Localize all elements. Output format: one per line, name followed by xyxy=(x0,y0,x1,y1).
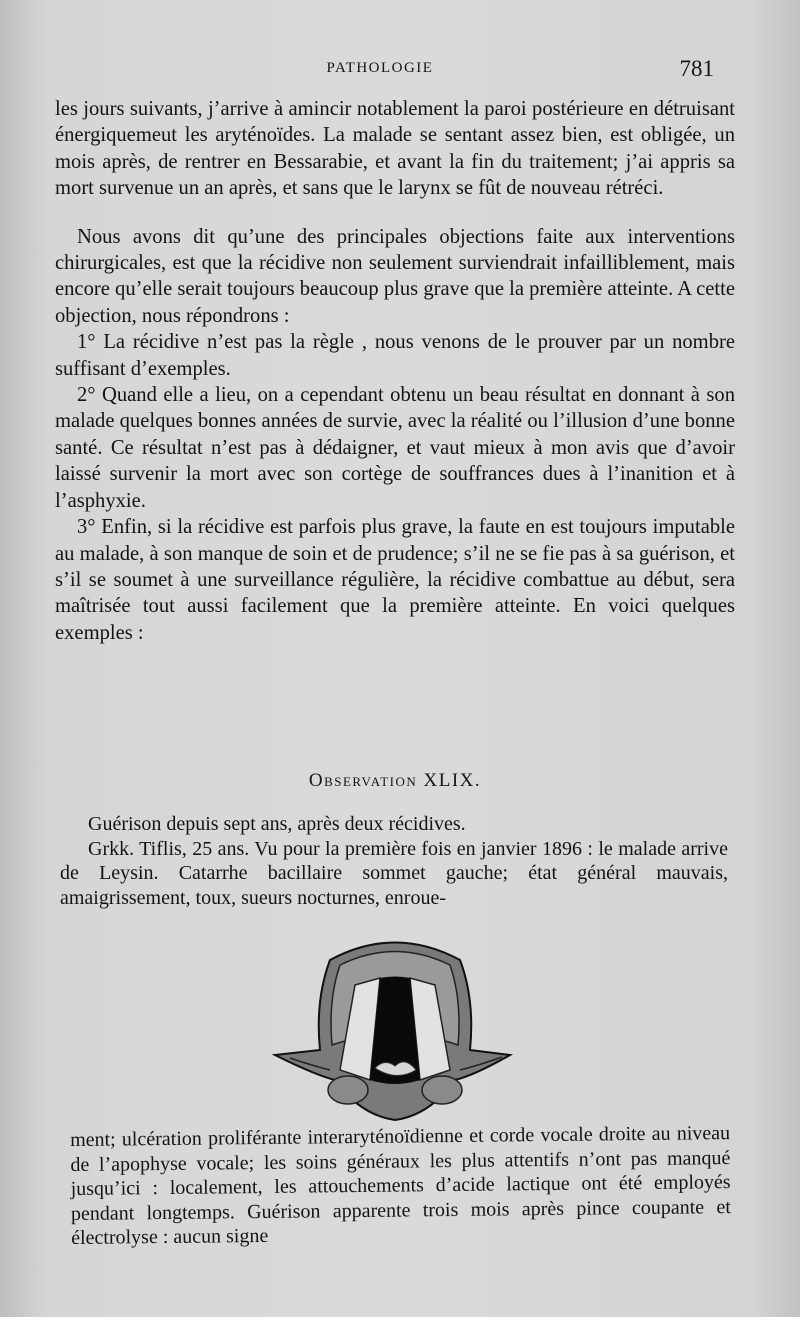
observation-heading: Observation XLIX. xyxy=(308,770,482,791)
observation-continuation xyxy=(70,1121,731,1251)
running-title: PATHOLOGIE xyxy=(326,60,434,76)
list-item-third: 3° Enfin, si la récidive est parfois plus grave, la faute en est toujours imputable au malade, à son manque de soin et de prudence; s’il ne se fie pas à sa guérison, et s’il se soumet à une surveillance régulière, la récidive combattue au début, sera maîtrisée tout aussi facilement que la première atteinte. En voici quelques exemples : xyxy=(55,516,735,644)
larynx-illustration xyxy=(270,930,520,1125)
list-item-first: 1° La récidive n’est pas la règle , nous venons de le prouver par un nombre suffisant d’exemples. xyxy=(55,331,735,380)
observation-summary: Guérison depuis sept ans, après deux récidives. xyxy=(88,813,466,835)
paragraph-continuation: les jours suivants, j’arrive à amincir notablement la paroi postérieure en détruisant énergiquemeut les aryténoïdes. La malade se sentant assez bien, est obligée, un mois après, de rentrer en Bessarabie, et avant la fin du traitement; j’ai appris sa mort survenue un an après, et sans que le larynx se fût de nouveau rétréci. xyxy=(55,98,735,200)
page-number: 781 xyxy=(679,56,714,81)
main-body-text xyxy=(55,96,735,646)
observation-text xyxy=(60,812,728,910)
running-head xyxy=(0,56,800,82)
observation-case-text: Grkk. Tiflis, 25 ans. Vu pour la première fois en janvier 1896 : le malade arrive de Leysin. Catarrhe bacillaire sommet gauche; état général mauvais, amaigrissement, toux, sueurs nocturnes, enroue- xyxy=(60,837,728,909)
larynx-figure xyxy=(270,930,520,1125)
observation-continuation-text: ment; ulcération proliférante interaryténoïdienne et corde vocale droite au niveau de l’apophyse vocale; les soins généraux les plus attentifs n’ont pas manqué jusqu’ici : localement, les attouchements d’acide lactique ont été employés pendant longtemps. Guérison apparente trois mois après pince coupante et électrolyse : aucun signe xyxy=(70,1122,731,1250)
paragraph-objections: Nous avons dit qu’une des principales objections faite aux interventions chirurgicales, est que la récidive non seulement surviendrait infailliblement, mais encore qu’elle serait toujours beaucoup plus grave que la première atteinte. A cette objection, nous répondrons : xyxy=(55,225,735,327)
list-item-second: 2° Quand elle a lieu, on a cependant obtenu un beau résultat en donnant à son malade quelques bonnes années de survie, avec la réalité ou l’illusion d’une bonne santé. Ce résultat n’est pas à dédaigner, et vaut mieux à mon avis que d’avoir laissé survenir la mort avec son cortège de souffrances dues à l’inanition et à l’asphyxie. xyxy=(55,384,735,512)
